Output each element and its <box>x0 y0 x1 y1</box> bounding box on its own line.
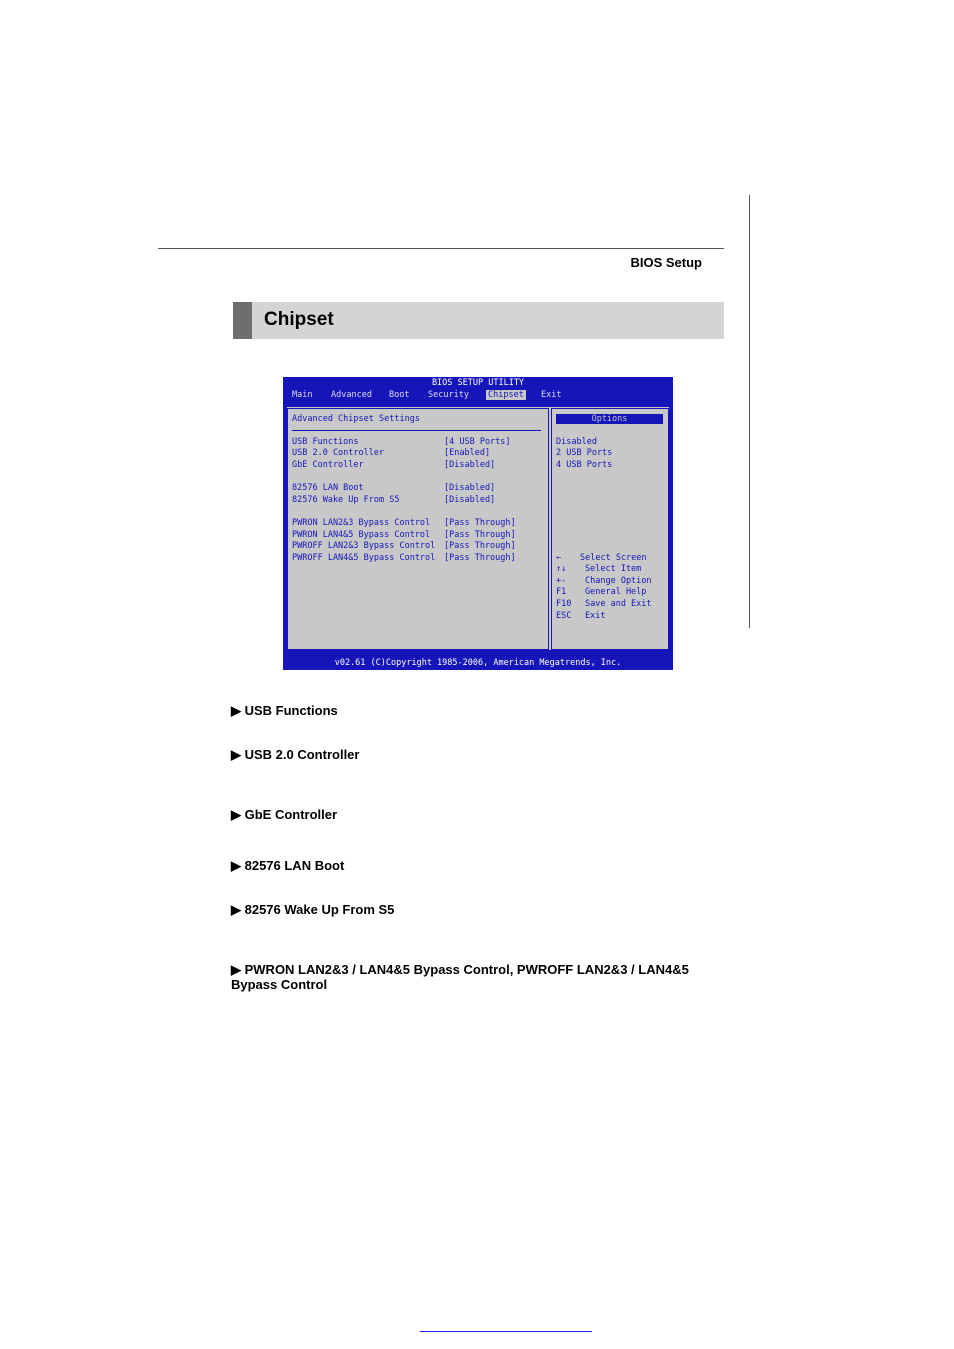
bios-setting-value: [4 USB Ports] <box>444 437 511 447</box>
bios-help-key: F1 <box>556 587 567 597</box>
bios-setting-label: USB 2.0 Controller <box>292 448 385 458</box>
bios-setting-label: PWRON LAN2&3 Bypass Control <box>292 518 431 528</box>
item-wake-up-s5: ▶ 82576 Wake Up From S5 <box>231 902 395 917</box>
bios-setting-label: PWROFF LAN4&5 Bypass Control <box>292 553 436 563</box>
bios-setting-value: [Enabled] <box>444 448 491 458</box>
bios-setting-label: PWROFF LAN2&3 Bypass Control <box>292 541 436 551</box>
bios-help-action: Exit <box>585 611 606 621</box>
bios-section-divider <box>292 430 541 431</box>
bios-help-action: Change Option <box>585 576 652 586</box>
bios-option: 2 USB Ports <box>556 448 613 458</box>
bios-option: 4 USB Ports <box>556 460 613 470</box>
side-rule <box>749 195 750 628</box>
bios-copyright: v02.61 (C)Copyright 1985-2006, American Megatrends, Inc. <box>334 658 622 668</box>
bios-setting-value: [Pass Through] <box>444 530 516 540</box>
bios-help-action: General Help <box>585 587 647 597</box>
bios-options-header: Options <box>556 414 663 424</box>
running-header: BIOS Setup <box>630 255 702 270</box>
item-lan-boot: ▶ 82576 LAN Boot <box>231 858 345 873</box>
item-bypass-control: ▶ PWRON LAN2&3 / LAN4&5 Bypass Control, PWROFF LAN2&3 / LAN4&5 <box>231 962 689 977</box>
bios-setting-label: 82576 Wake Up From S5 <box>292 495 400 505</box>
section-title-accent <box>233 302 252 339</box>
bios-help-key: F10 <box>556 599 572 609</box>
item-gbe-controller: ▶ GbE Controller <box>231 807 338 822</box>
bios-setting-value: [Disabled] <box>444 495 496 505</box>
bios-setting-value: [Disabled] <box>444 483 496 493</box>
bios-menu-security: Security <box>428 390 469 400</box>
bios-screenshot <box>283 377 673 670</box>
bios-menu-advanced: Advanced <box>331 390 372 400</box>
bios-section-title: Advanced Chipset Settings <box>292 414 420 424</box>
bios-help-key: ↑↓ <box>556 564 567 574</box>
bios-menu-main: Main <box>292 390 313 400</box>
bios-setting-value: [Pass Through] <box>444 553 516 563</box>
bios-help-key: +- <box>556 576 567 586</box>
item-usb-functions: ▶ USB Functions <box>231 703 338 718</box>
bios-setting-label: 82576 LAN Boot <box>292 483 364 493</box>
item-bypass-control-cont: Bypass Control <box>231 977 328 992</box>
bios-help-action: Select Screen <box>580 553 647 563</box>
bios-help-action: Save and Exit <box>585 599 652 609</box>
bios-setting-label: USB Functions <box>292 437 359 447</box>
bios-setting-label: GbE Controller <box>292 460 364 470</box>
footer-link-underline[interactable] <box>420 1331 592 1332</box>
bios-setting-value: [Pass Through] <box>444 518 516 528</box>
section-title: Chipset <box>264 309 334 330</box>
bios-menu-boot: Boot <box>389 390 410 400</box>
bios-title: BIOS SETUP UTILITY <box>431 378 525 388</box>
bios-option: Disabled <box>556 437 597 447</box>
bios-menu-exit: Exit <box>541 390 562 400</box>
header-rule <box>158 248 724 249</box>
bios-setting-value: [Pass Through] <box>444 541 516 551</box>
bios-help-action: Select Item <box>585 564 642 574</box>
bios-help-key: ← <box>556 553 562 563</box>
bios-setting-label: PWRON LAN4&5 Bypass Control <box>292 530 431 540</box>
bios-help-key: ESC <box>556 611 572 621</box>
item-usb-2-controller: ▶ USB 2.0 Controller <box>231 747 360 762</box>
bios-setting-value: [Disabled] <box>444 460 496 470</box>
bios-menu-chipset: Chipset <box>488 390 524 400</box>
